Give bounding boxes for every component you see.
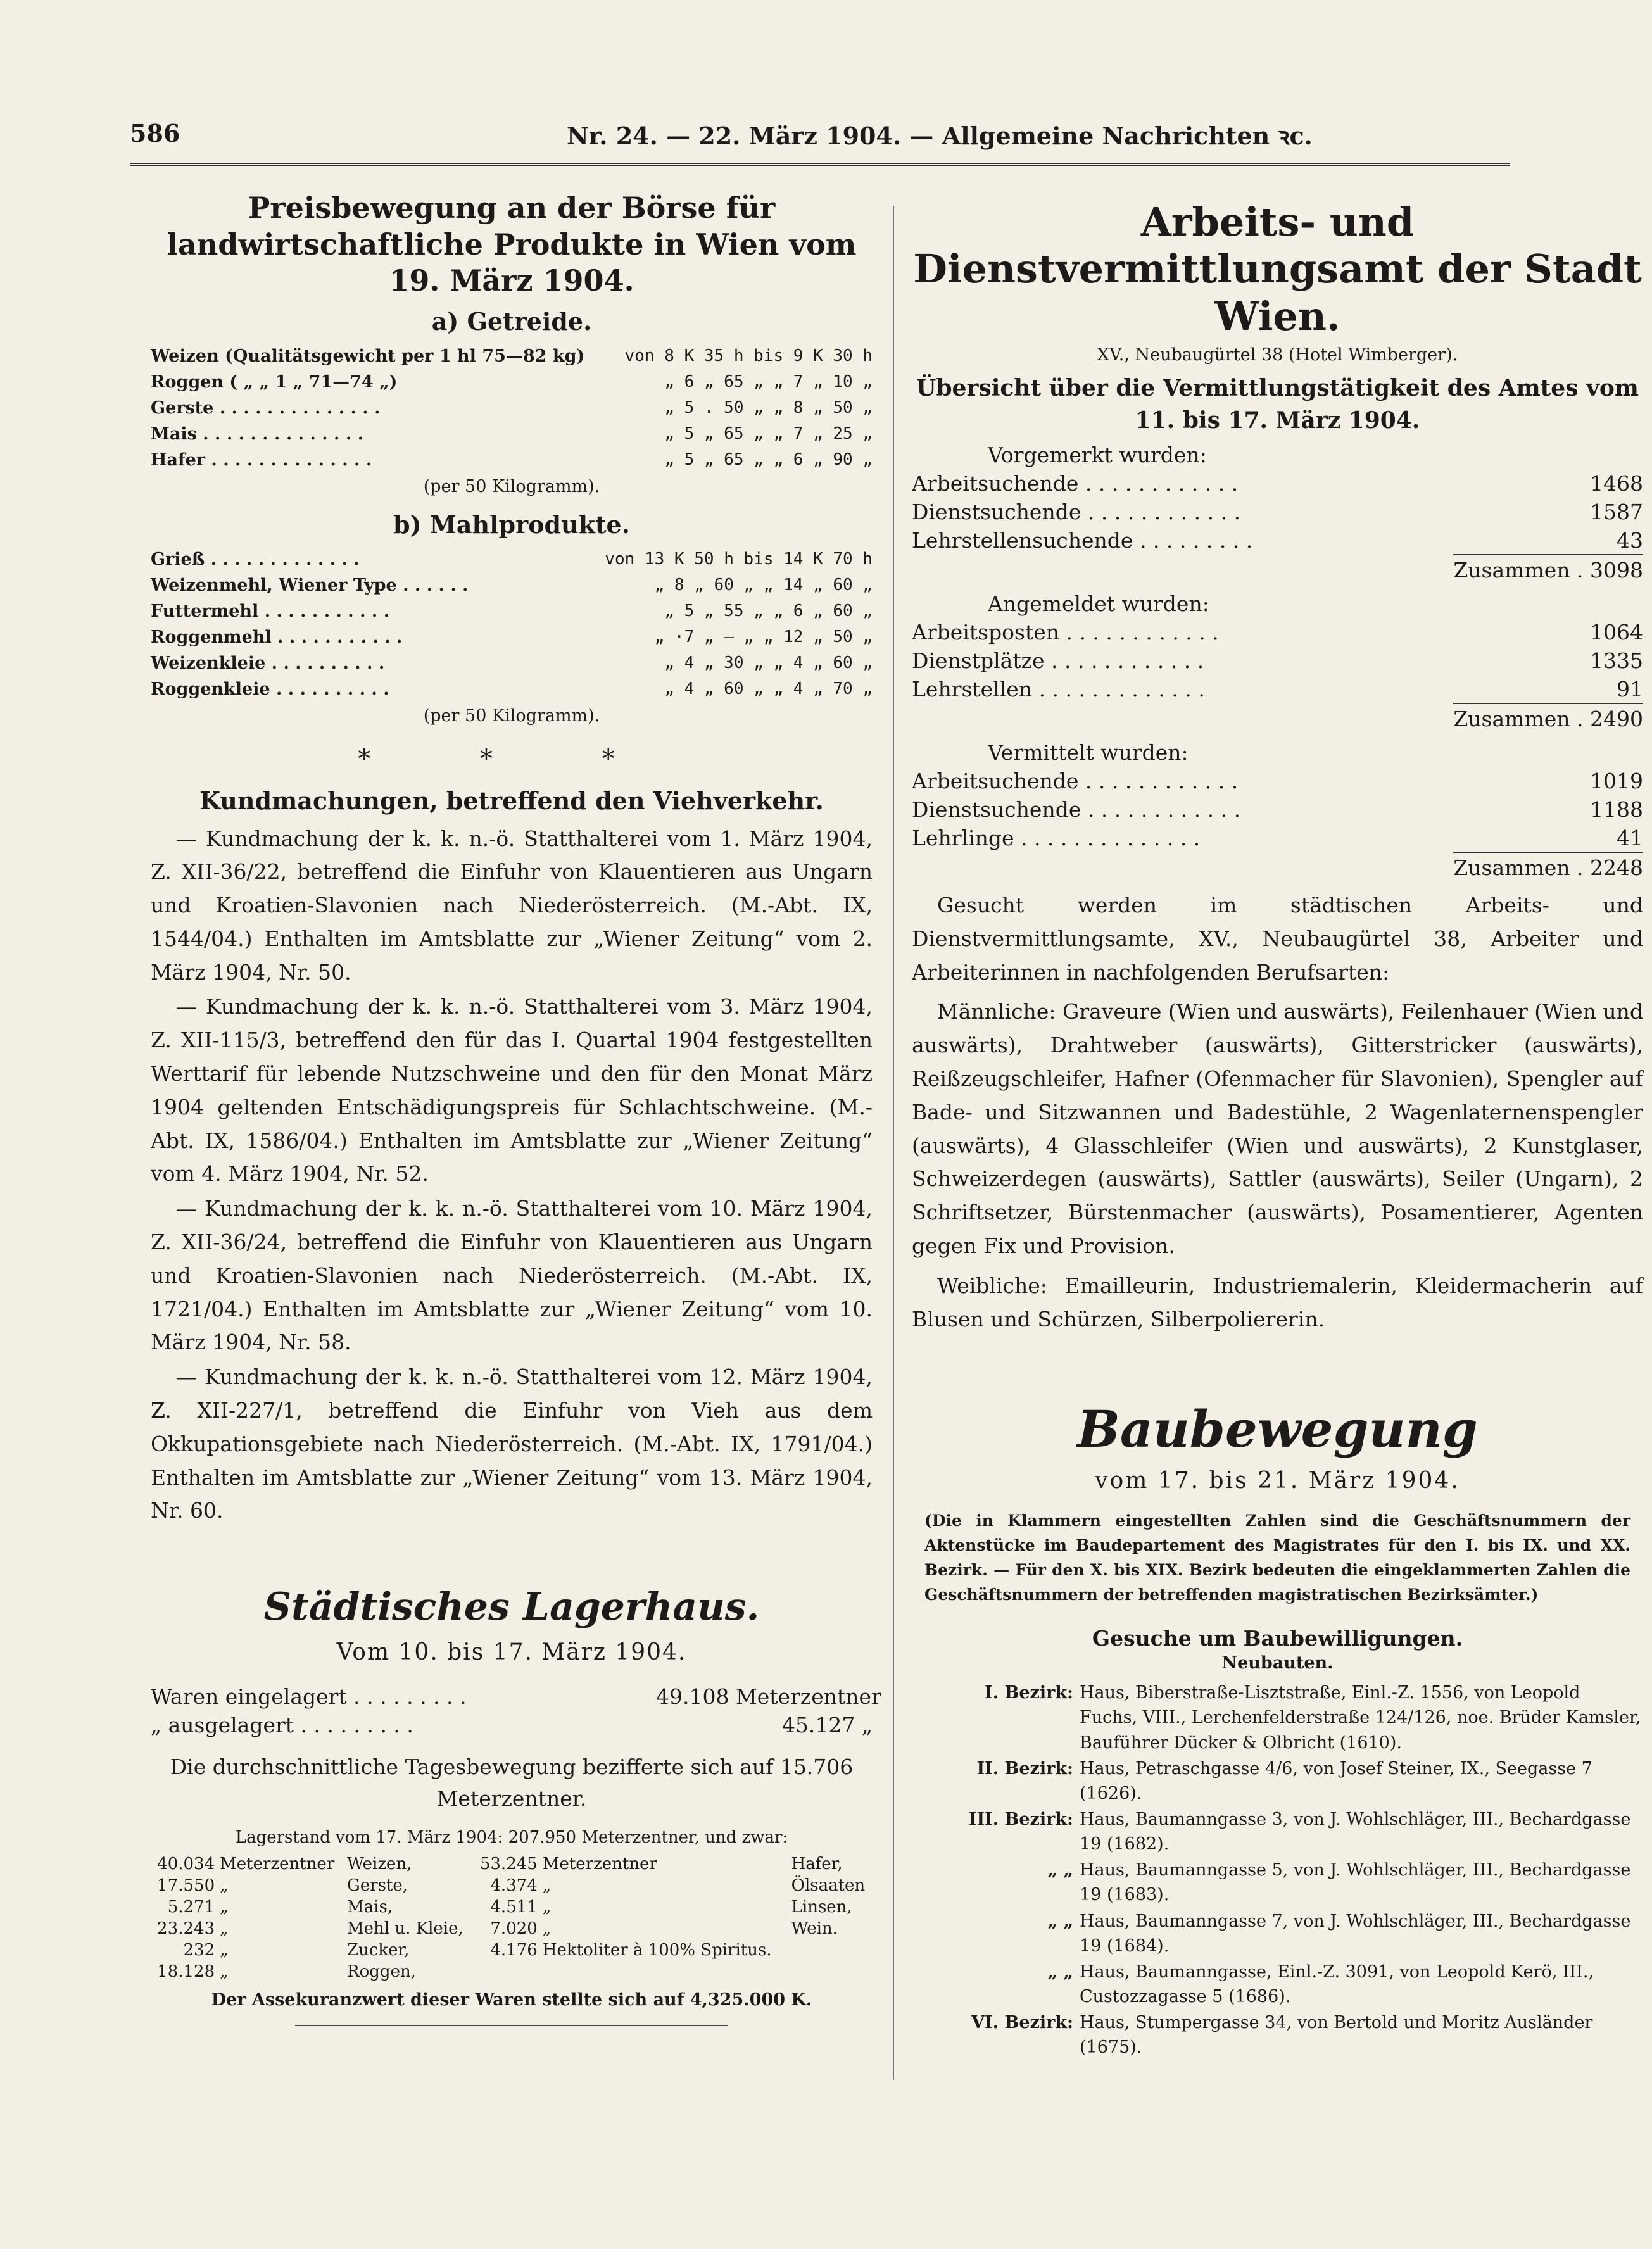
mahl-price: „ 5 „ 55 „ „ 6 „ 60 „ [664, 602, 873, 621]
baubewegung-date: vom 17. bis 21. März 1904. [1095, 1468, 1460, 1494]
neubau-district: II. Bezirk: [976, 1758, 1073, 1779]
stock-cell [474, 1961, 540, 1982]
stock-cell: Weizen, [347, 1855, 412, 1874]
amt-gesucht: Gesucht werden im städtischen Arbeits- und Dienstvermittlungsamte, XV., Neubaugürtel 38, Arbeiter und Arbeiterinnen in nachfolgenden Berufsarten: [912, 892, 1643, 985]
neubau-entry [912, 1756, 1643, 1806]
amt-row-label: Arbeitsposten . . . . . . . . . . . . [912, 619, 1219, 645]
amt-row [912, 500, 1643, 524]
getreide-label: Mais . . . . . . . . . . . . . . [151, 424, 364, 444]
lagerhaus-title: Städtisches Lagerhaus. [263, 1585, 760, 1630]
getreide-price: „ 5 . 50 „ „ 8 „ 50 „ [664, 398, 873, 417]
neubau-entry [912, 1909, 1643, 1958]
mahl-label: Roggenkleie . . . . . . . . . . [151, 679, 389, 699]
mahl-label: Weizenmehl, Wiener Type . . . . . . [151, 575, 469, 595]
amt-overview: Übersicht über die Vermittlungstätigkeit des Amtes vom 11. bis 17. März 1904. [916, 375, 1639, 434]
stock-cell: „ [542, 1898, 552, 1917]
stock-cell: 23.243 [157, 1919, 215, 1939]
neubau-district: III. Bezirk: [968, 1810, 1073, 1830]
mahl-price: „ 8 „ 60 „ „ 14 „ 60 „ [654, 576, 873, 595]
amt-row [912, 797, 1643, 822]
lagerhaus-row [151, 1713, 873, 1737]
amt-row-value: 91 [1617, 676, 1643, 702]
getreide-row [151, 421, 873, 447]
amt-row [912, 677, 1643, 702]
kundmachungen-title: Kundmachungen, betreffend den Viehverkehr. [199, 786, 824, 815]
stock-cell: „ [220, 1962, 229, 1982]
amt-row [912, 769, 1643, 793]
header-rule [130, 163, 1510, 166]
amt-row [912, 826, 1643, 850]
neubau-entry [912, 1960, 1643, 2009]
lagerhaus-average: Die durchschnittliche Tagesbewegung bezifferte sich auf 15.706 Meterzentner. [170, 1754, 854, 1811]
getreide-label: Roggen ( „ „ 1 „ 71—74 „) [151, 372, 398, 392]
page-header [130, 119, 1510, 163]
getreide-row [151, 343, 873, 369]
stock-cell: 5.271 [167, 1898, 215, 1917]
stock-cell: 4.511 [490, 1898, 538, 1917]
stock-row [151, 1853, 873, 1875]
page-number: 586 [130, 119, 180, 148]
amt-group-heading: Vermittelt wurden: [988, 740, 1189, 765]
baubewegung-title: Baubewegung [1077, 1399, 1478, 1459]
neubau-entry [912, 1858, 1643, 1907]
stock-cell: Meterzentner [542, 1855, 657, 1874]
amt-row-value: 41 [1617, 825, 1643, 850]
stock-cell [540, 1961, 789, 1982]
amt-group-sum [912, 707, 1643, 731]
neubau-details: Haus, Baumanngasse 5, von J. Wohlschläger, III., Bechardgasse 19 (1683). [1080, 1860, 1631, 1905]
stock-cell: 17.550 [157, 1876, 215, 1896]
neubau-district: „ „ [1047, 1860, 1073, 1880]
amt-row-value: 1335 [1590, 648, 1643, 673]
amt-weiblich: Weibliche: Emailleurin, Industriemalerin, Kleidermacherin auf Blusen und Schürzen, Silberpoliererin. [912, 1273, 1643, 1332]
stock-cell: „ [542, 1876, 552, 1896]
neubau-district: „ „ [1047, 1911, 1073, 1931]
getreide-price: „ 5 „ 65 „ „ 6 „ 90 „ [664, 450, 873, 469]
mahl-row [151, 676, 873, 702]
mahl-label: Futtermehl . . . . . . . . . . . [151, 601, 390, 621]
amt-group-sum-text: Zusammen . 3098 [1453, 554, 1643, 583]
neubau-district: VI. Bezirk: [971, 2013, 1073, 2033]
amt-row-value: 1587 [1590, 499, 1643, 524]
amt-row-value: 1468 [1590, 470, 1643, 496]
amt-row-label: Lehrstellen . . . . . . . . . . . . . [912, 676, 1205, 702]
getreide-heading: a) Getreide. [431, 306, 592, 336]
mahl-row [151, 624, 873, 650]
stock-row [151, 1939, 873, 1961]
stock-cell: Gerste, [347, 1876, 408, 1896]
amt-group-sum [912, 558, 1643, 583]
stock-cell: „ [542, 1919, 552, 1939]
baubewegung-note: (Die in Klammern eingestellten Zahlen sind die Geschäftsnummern der Aktenstücke im Baudepartement des Magistrates für den I. bis IX. und XX. Bezirk. — Für den X. bis XIX. Bezirk bedeuten die eingeklammerten Zahlen die Geschäftsnummern der betreffenden magistratischen Bezirksämter.) [924, 1511, 1630, 1604]
getreide-label: Weizen (Qualitätsgewicht per 1 hl 75—82 kg) [151, 346, 585, 366]
neubau-details: Haus, Stumpergasse 34, von Bertold und Moritz Ausländer (1675). [1080, 2013, 1593, 2058]
mahl-row [151, 546, 873, 572]
neubau-entry [912, 1807, 1643, 1856]
lagerhaus-stock-table [151, 1853, 873, 1982]
mahl-row [151, 572, 873, 598]
mahl-price: „ 4 „ 60 „ „ 4 „ 70 „ [664, 679, 873, 698]
stock-cell: 232 [183, 1941, 215, 1960]
stock-row [151, 1918, 873, 1939]
mahl-label: Roggenmehl . . . . . . . . . . . [151, 627, 403, 647]
amt-row-label: Lehrstellensuchende . . . . . . . . . [912, 527, 1253, 553]
kundmachung-paragraph: — Kundmachung der k. k. n.-ö. Statthalterei vom 3. März 1904, Z. XII-115/3, betreffend den für das I. Quartal 1904 festgestellten Werttarif für lebende Nutzschweine und den für den Monat März 1904 geltenden Entschädigungspreis für Schlachtschweine. (M.-Abt. IX, 1586/04.) Enthalten im Amtsblatte zur „Wiener Zeitung“ vom 4. März 1904, Nr. 52. [151, 994, 873, 1187]
column-divider [893, 206, 894, 2080]
boerse-title: Preisbewegung an der Börse für landwirtschaftliche Produkte in Wien vom 19. März 1904. [167, 191, 857, 298]
amt-row-label: Arbeitsuchende . . . . . . . . . . . . [912, 768, 1239, 793]
lagerhaus-row-value: 45.127 „ [781, 1713, 873, 1738]
amt-row [912, 620, 1643, 645]
stock-cell: Ölsaaten [791, 1876, 866, 1896]
getreide-table [151, 343, 873, 473]
stock-cell: „ [220, 1941, 229, 1960]
mahl-heading: b) Mahlprodukte. [393, 510, 630, 539]
stock-cell [789, 1939, 873, 1961]
mahl-note: (per 50 Kilogramm). [423, 705, 600, 726]
amt-row-label: Dienstsuchende . . . . . . . . . . . . [912, 499, 1241, 524]
amt-row-label: Dienstplätze . . . . . . . . . . . . [912, 648, 1204, 673]
amt-address: XV., Neubaugürtel 38 (Hotel Wimberger). [1097, 345, 1458, 365]
stock-cell: „ [220, 1876, 229, 1896]
mahl-label: Grieß . . . . . . . . . . . . . [151, 549, 360, 569]
amt-row-value: 43 [1617, 527, 1643, 553]
mahl-price: „ ·7 „ — „ „ 12 „ 50 „ [654, 627, 873, 646]
getreide-row [151, 369, 873, 395]
neubau-details: Haus, Baumanngasse 7, von J. Wohlschläger, III., Bechardgasse 19 (1684). [1080, 1911, 1631, 1956]
stock-cell: Wein. [791, 1919, 838, 1939]
mahl-row [151, 650, 873, 676]
lagerhaus-row-value: 49.108 Meterzentner [656, 1684, 881, 1710]
stock-row [151, 1875, 873, 1896]
mahl-label: Weizenkleie . . . . . . . . . . [151, 653, 385, 673]
stock-cell: Meterzentner [220, 1855, 335, 1874]
amt-group-heading: Angemeldet wurden: [988, 591, 1209, 616]
amt-row [912, 648, 1643, 673]
amt-group-sum-text: Zusammen . 2248 [1453, 852, 1643, 880]
amt-statistics [912, 443, 1643, 880]
kundmachung-paragraph: — Kundmachung der k. k. n.-ö. Statthalterei vom 10. März 1904, Z. XII-36/24, betreffend die Einfuhr von Klauentieren aus Ungarn und Kroatien-Slavonien nach Niederösterreich. (M.-Abt. IX, 1721/04.) Enthalten im Amtsblatte zur „Wiener Zeitung“ vom 10. März 1904, Nr. 58. [151, 1196, 873, 1355]
amt-group-heading: Vorgemerkt wurden: [988, 442, 1207, 467]
getreide-price: „ 5 „ 65 „ „ 7 „ 25 „ [664, 424, 873, 443]
stock-cell: 4.374 [490, 1876, 538, 1896]
stock-row [151, 1896, 873, 1918]
stock-cell: Zucker, [347, 1941, 410, 1960]
getreide-note: (per 50 Kilogramm). [423, 476, 600, 496]
getreide-price: von 8 K 35 h bis 9 K 30 h [624, 346, 873, 365]
kundmachung-paragraph: — Kundmachung der k. k. n.-ö. Statthalterei vom 12. März 1904, Z. XII-227/1, betreffend die Einfuhr von Vieh aus dem Okkupationsgebiete nach Niederösterreich. (M.-Abt. IX, 1791/04.) Enthalten im Amtsblatte zur „Wiener Zeitung“ vom 13. März 1904, Nr. 60. [151, 1364, 873, 1523]
stock-cell: 4.176 [490, 1941, 538, 1960]
lagerhaus-row-label: Waren eingelagert . . . . . . . . . [151, 1684, 467, 1710]
lagerhaus-row-label: „ ausgelagert . . . . . . . . . [151, 1713, 413, 1738]
stock-cell: „ [220, 1898, 229, 1917]
mahl-price: „ 4 „ 30 „ „ 4 „ 60 „ [664, 653, 873, 672]
amt-row-value: 1188 [1590, 797, 1643, 822]
neubau-district: I. Bezirk: [985, 1683, 1073, 1703]
stock-cell: Linsen, [791, 1898, 852, 1917]
stock-cell: 40.034 [157, 1855, 215, 1874]
stock-cell: Hafer, [791, 1855, 843, 1874]
mahl-table [151, 546, 873, 702]
mahl-row [151, 598, 873, 624]
getreide-row [151, 395, 873, 421]
stock-cell: 53.245 [479, 1855, 538, 1874]
amt-maennlich: Männliche: Graveure (Wien und auswärts), Feilenhauer (Wien und auswärts), Drahtweber (auswärts), Gitterstricker (auswärts), Reißzeugschleifer, Hafner (Ofenmacher für Slavonien), Spengler auf Bade- und Sitzwannen und Badestühle, 2 Wagenlaternenspengler (auswärts), 4 Glasschleifer (Wien und auswärts), 2 Kunstglaser, Schweizerdegen (auswärts), Sattler (auswärts), Seiler (Ungarn), 2 Schriftsetzer, Bürstenmacher (auswärts), Posamentierer, Agenten gegen Fix und Provision. [912, 999, 1643, 1258]
lagerhaus-stand: Lagerstand vom 17. März 1904: 207.950 Meterzentner, und zwar: [235, 1828, 788, 1848]
stock-row [151, 1961, 873, 1982]
stock-cell: Mehl u. Kleie, [347, 1919, 463, 1939]
kundmachungen-list [151, 822, 873, 1528]
amt-row [912, 471, 1643, 496]
amt-row-label: Dienstsuchende . . . . . . . . . . . . [912, 797, 1241, 822]
neubau-details: Haus, Baumanngasse 3, von J. Wohlschläger, III., Bechardgasse 19 (1682). [1080, 1810, 1631, 1855]
amt-title: Arbeits- und Dienstvermittlungsamt der Stadt Wien. [913, 199, 1642, 339]
stock-cell: Roggen, [347, 1962, 416, 1982]
amt-row-value: 1019 [1590, 768, 1643, 793]
amt-row-label: Lehrlinge . . . . . . . . . . . . . . [912, 825, 1201, 850]
section-stars: * * * [358, 744, 665, 774]
stock-cell: Hektoliter à 100% Spiritus. [542, 1941, 772, 1960]
neubau-entry [912, 1680, 1643, 1754]
lagerhaus-movements [151, 1684, 881, 1738]
stock-cell: 18.128 [157, 1962, 215, 1982]
running-title: Nr. 24. — 22. März 1904. — Allgemeine Nachrichten ꝛc. [567, 122, 1313, 150]
getreide-row [151, 447, 873, 473]
stock-cell: Mais, [347, 1898, 393, 1917]
neubau-entry [912, 2010, 1643, 2060]
stock-cell [789, 1961, 873, 1982]
amt-row-value: 1064 [1590, 619, 1643, 645]
neubauten-list [912, 1680, 1643, 2060]
amt-group-sum [912, 855, 1643, 880]
neubau-details: Haus, Baumanngasse, Einl.-Z. 3091, von Leopold Kerö, III., Custozzagasse 5 (1686). [1080, 1962, 1594, 2006]
stock-cell: 7.020 [490, 1919, 538, 1939]
baubewilligungen-heading: Gesuche um Baubewilligungen. [1092, 1626, 1463, 1651]
neubau-details: Haus, Biberstraße-Lisztstraße, Einl.-Z. 1556, von Leopold Fuchs, VIII., Lerchenfelderstraße 124/126, noe. Brüder Kamsler, Bauführer Dücker & Olbricht (1610). [1080, 1683, 1641, 1753]
lagerhaus-date: Vom 10. bis 17. März 1904. [336, 1639, 687, 1666]
amt-row-label: Arbeitsuchende . . . . . . . . . . . . [912, 470, 1239, 496]
neubau-details: Haus, Petraschgasse 4/6, von Josef Steiner, IX., Seegasse 7 (1626). [1080, 1758, 1592, 1803]
neubau-district: „ „ [1047, 1962, 1073, 1982]
getreide-label: Gerste . . . . . . . . . . . . . . [151, 398, 381, 418]
closing-rule [295, 2025, 728, 2026]
kundmachung-paragraph: — Kundmachung der k. k. n.-ö. Statthalterei vom 1. März 1904, Z. XII-36/22, betreffend die Einfuhr von Klauentieren aus Ungarn und Kroatien-Slavonien nach Niederösterreich. (M.-Abt. IX, 1544/04.) Enthalten im Amtsblatte zur „Wiener Zeitung“ vom 2. März 1904, Nr. 50. [151, 826, 873, 985]
lagerhaus-row [151, 1684, 881, 1710]
right-column [912, 190, 1643, 2061]
left-column [151, 190, 881, 2026]
getreide-price: „ 6 „ 65 „ „ 7 „ 10 „ [664, 372, 873, 391]
stock-cell: „ [220, 1919, 229, 1939]
getreide-label: Hafer . . . . . . . . . . . . . . [151, 450, 372, 470]
amt-group-sum-text: Zusammen . 2490 [1453, 703, 1643, 731]
amt-row [912, 528, 1643, 553]
neubauten-heading: Neubauten. [1221, 1653, 1334, 1673]
mahl-price: von 13 K 50 h bis 14 K 70 h [605, 550, 873, 569]
lagerhaus-insurance-value: Der Assekuranzwert dieser Waren stellte sich auf 4,325.000 K. [211, 1990, 812, 2010]
